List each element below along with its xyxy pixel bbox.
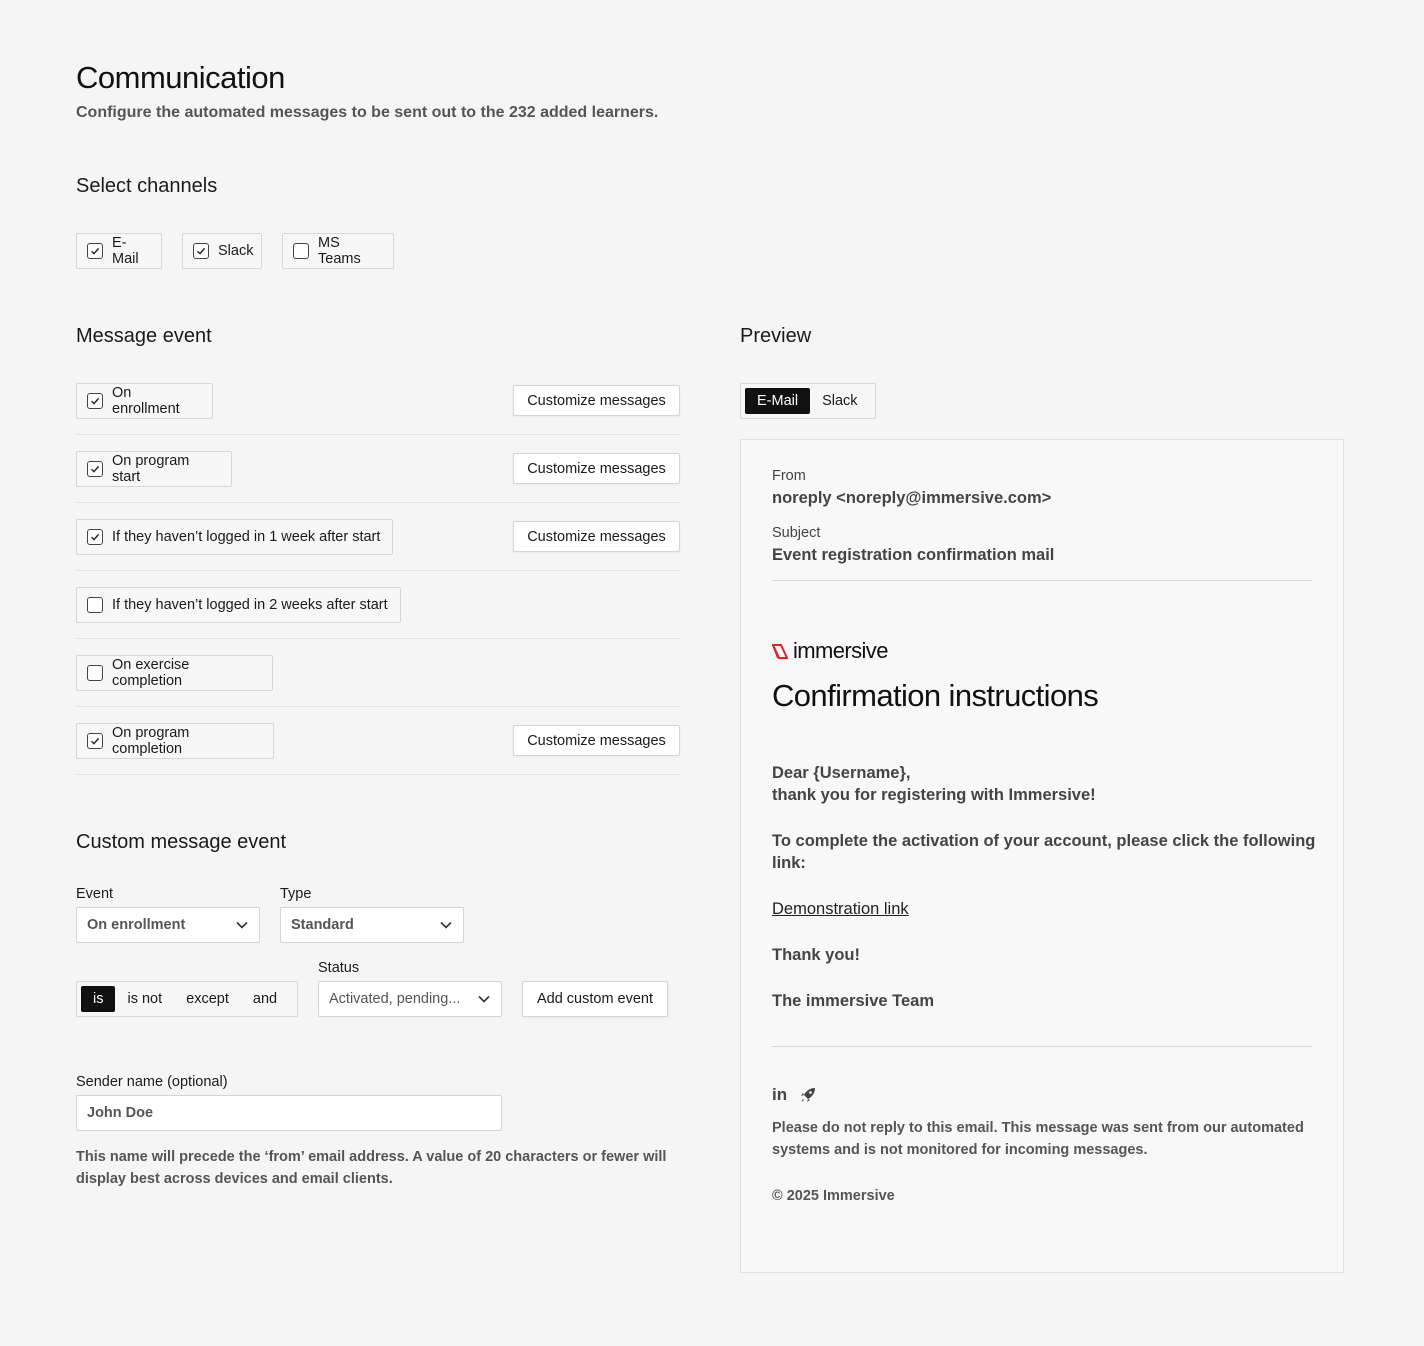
email-instruction: To complete the activation of your account, please click the following link: [772, 832, 1316, 872]
event-label: On enrollment [112, 385, 180, 417]
copyright: © 2025 Immersive [772, 1188, 895, 1204]
event-select[interactable] [76, 907, 260, 943]
channel-label: E-Mail [112, 235, 139, 267]
event-1-week-checkbox[interactable] [76, 519, 393, 555]
event-on-exercise-completion-checkbox[interactable] [76, 655, 273, 691]
linkedin-icon[interactable]: in [772, 1085, 788, 1104]
row-divider [76, 502, 680, 503]
chevron-down-icon [235, 918, 249, 932]
condition-except-option[interactable]: except [186, 991, 229, 1007]
email-title: Confirmation instructions [772, 678, 1099, 713]
message-event-heading: Message event [76, 325, 212, 347]
from-label: From [772, 468, 806, 484]
condition-segmented-control [76, 981, 298, 1017]
rocket-icon[interactable] [799, 1086, 817, 1104]
checkbox-unchecked-icon [87, 597, 103, 613]
type-select-value: Standard [291, 917, 354, 933]
preview-footer-divider [772, 1046, 1312, 1047]
checkbox-checked-icon [87, 529, 103, 545]
event-select-value: On enrollment [87, 917, 186, 933]
customize-messages-button[interactable]: Customize messages [513, 385, 680, 416]
sender-name-value: John Doe [87, 1105, 154, 1121]
brand-logo [772, 638, 888, 664]
footer-note: Please do not reply to this email. This message was sent from our automated systems and is not monitored for incoming messages. [772, 1120, 1304, 1158]
type-select[interactable] [280, 907, 464, 943]
preview-tabs [740, 383, 876, 419]
channel-label: Slack [218, 243, 254, 259]
checkbox-checked-icon [87, 243, 103, 259]
event-label: If they haven’t logged in 2 weeks after start [112, 597, 388, 613]
immersive-logo-icon [772, 641, 788, 661]
condition-is-option[interactable]: is [81, 986, 115, 1012]
subject-label: Subject [772, 525, 821, 541]
channel-msteams-checkbox[interactable] [282, 233, 394, 269]
sender-name-help: This name will precede the ‘from’ email address. A value of 20 characters or fewer will display best across devices and email clients. [76, 1149, 667, 1187]
event-label: On exercise completion [112, 657, 190, 689]
demonstration-link[interactable]: Demonstration link [772, 900, 909, 918]
checkbox-checked-icon [193, 243, 209, 259]
checkbox-unchecked-icon [293, 243, 309, 259]
customize-messages-button[interactable]: Customize messages [513, 725, 680, 756]
tab-slack[interactable]: Slack [822, 393, 858, 409]
row-divider [76, 638, 680, 639]
checkbox-checked-icon [87, 461, 103, 477]
brand-name: immersive [793, 638, 888, 663]
checkbox-unchecked-icon [87, 665, 103, 681]
preview-divider [772, 580, 1312, 581]
email-signoff: The immersive Team [772, 992, 935, 1010]
tab-email[interactable]: E-Mail [745, 388, 810, 414]
demonstration-link-row [772, 898, 1317, 920]
preview-heading: Preview [740, 325, 812, 347]
event-label: On program completion [112, 725, 190, 757]
event-field-label: Event [76, 886, 114, 902]
channel-label: MS Teams [318, 235, 361, 267]
from-value: noreply <noreply@immersive.com> [772, 489, 1052, 507]
status-select-value: Activated, pending... [329, 991, 461, 1007]
condition-is-not-option[interactable]: is not [127, 991, 163, 1007]
row-divider [76, 570, 680, 571]
social-icons [772, 1085, 817, 1105]
custom-event-heading: Custom message event [76, 831, 287, 853]
event-on-program-completion-checkbox[interactable] [76, 723, 274, 759]
condition-and-option[interactable]: and [252, 991, 278, 1007]
channels-heading: Select channels [76, 175, 218, 197]
email-thanks: Thank you! [772, 946, 861, 964]
chevron-down-icon [477, 992, 491, 1006]
event-label: If they haven’t logged in 1 week after start [112, 529, 381, 545]
email-greeting [772, 762, 1317, 806]
checkbox-checked-icon [87, 393, 103, 409]
channel-slack-checkbox[interactable] [182, 233, 262, 269]
customize-messages-button[interactable]: Customize messages [513, 521, 680, 552]
sender-name-label: Sender name (optional) [76, 1074, 228, 1090]
channel-email-checkbox[interactable] [76, 233, 162, 269]
row-divider [76, 706, 680, 707]
status-field-label: Status [318, 960, 360, 976]
event-2-weeks-checkbox[interactable] [76, 587, 401, 623]
row-divider [76, 434, 680, 435]
subject-value: Event registration confirmation mail [772, 546, 1055, 564]
sender-name-input[interactable] [76, 1095, 502, 1131]
event-label: On program start [112, 453, 190, 485]
type-field-label: Type [280, 886, 312, 902]
row-divider [76, 774, 680, 775]
event-on-program-start-checkbox[interactable] [76, 451, 232, 487]
add-custom-event-button[interactable]: Add custom event [522, 981, 668, 1017]
page-title: Communication [76, 60, 285, 95]
customize-messages-button[interactable]: Customize messages [513, 453, 680, 484]
event-on-enrollment-checkbox[interactable] [76, 383, 213, 419]
greeting-line: thank you for registering with Immersive! [772, 786, 1096, 804]
status-select[interactable] [318, 981, 502, 1017]
greeting-line: Dear {Username}, [772, 764, 911, 782]
chevron-down-icon [439, 918, 453, 932]
checkbox-checked-icon [87, 733, 103, 749]
page-subtitle: Configure the automated messages to be sent out to the 232 added learners. [76, 104, 659, 121]
